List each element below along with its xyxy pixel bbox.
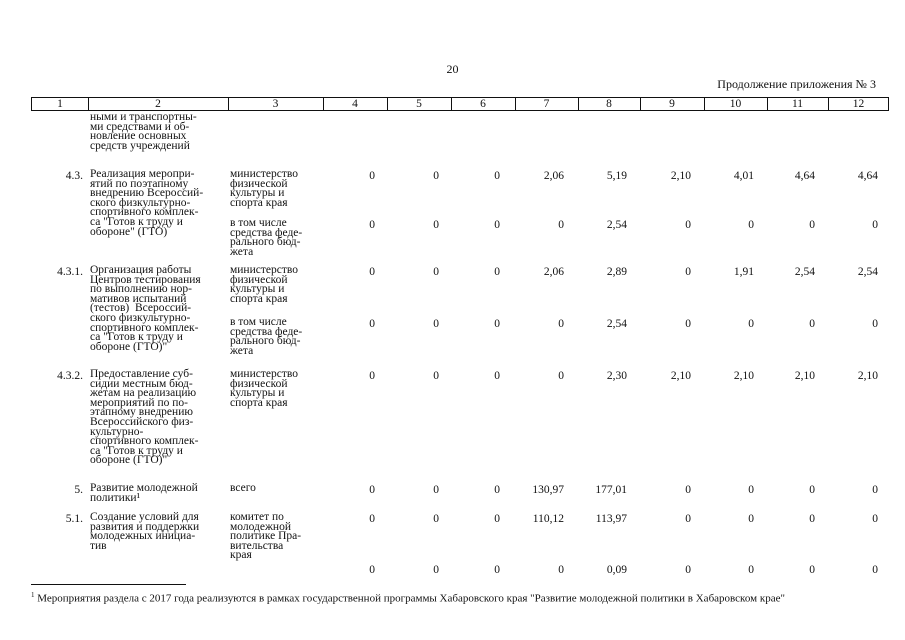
header-col-5: 5 bbox=[387, 98, 452, 110]
footnote bbox=[31, 591, 785, 605]
executor: всего bbox=[230, 482, 256, 494]
value-cell: 0 bbox=[685, 318, 691, 330]
value-cell: 113,97 bbox=[595, 513, 627, 525]
row-number: 5. bbox=[74, 484, 83, 496]
value-cell: 0 bbox=[433, 266, 439, 278]
value-cell: 2,10 bbox=[733, 370, 754, 382]
value-cell: 2,89 bbox=[606, 266, 627, 278]
value-cell: 0 bbox=[433, 219, 439, 231]
continuation-label: Продолжение приложения № 3 bbox=[717, 77, 876, 91]
footnote-text: Мероприятия раздела с 2017 года реализуются в рамках государственной программы Хабаровского края "Развитие молодежной политики в Хабаровском крае" bbox=[37, 592, 785, 605]
value-cell: 0 bbox=[369, 513, 375, 525]
value-cell: 0 bbox=[494, 513, 500, 525]
table-header bbox=[31, 97, 889, 111]
value-cell: 0 bbox=[433, 564, 439, 576]
value-cell: 0 bbox=[872, 484, 878, 496]
header-col-10: 10 bbox=[704, 98, 768, 110]
row-number: 4.3.1. bbox=[57, 266, 83, 278]
value-cell: 0 bbox=[685, 484, 691, 496]
value-cell: 0 bbox=[748, 513, 754, 525]
value-cell: 0 bbox=[369, 219, 375, 231]
value-cell: 0 bbox=[558, 318, 564, 330]
value-cell: 0 bbox=[558, 370, 564, 382]
header-col-1: 1 bbox=[32, 98, 89, 110]
value-cell: 4,64 bbox=[794, 170, 815, 182]
value-cell: 0 bbox=[369, 370, 375, 382]
value-cell: 0 bbox=[494, 370, 500, 382]
page-number: 20 bbox=[446, 62, 459, 76]
value-cell: 130,97 bbox=[532, 484, 564, 496]
row-title: Реализация меропри- ятий по поэтапному внедрению Всероссий- ского физкультурно- спортивного комплек- са "Готов к труду и обороне" (ГТО) bbox=[90, 168, 204, 238]
executor: министерство физической культуры и спорта края bbox=[230, 368, 298, 409]
value-cell: 0,09 bbox=[606, 564, 627, 576]
value-cell: 2,54 bbox=[606, 219, 627, 231]
value-cell: 0 bbox=[809, 219, 815, 231]
value-cell: 2,54 bbox=[857, 266, 878, 278]
value-cell: 0 bbox=[872, 513, 878, 525]
value-cell: 0 bbox=[433, 370, 439, 382]
value-cell: 0 bbox=[558, 564, 564, 576]
value-cell: 0 bbox=[872, 318, 878, 330]
value-cell: 0 bbox=[494, 484, 500, 496]
value-cell: 0 bbox=[685, 513, 691, 525]
value-cell: 4,64 bbox=[857, 170, 878, 182]
row-number: 5.1. bbox=[65, 513, 83, 525]
value-cell: 0 bbox=[685, 564, 691, 576]
value-cell: 2,30 bbox=[606, 370, 627, 382]
value-cell: 110,12 bbox=[532, 513, 564, 525]
value-cell: 0 bbox=[369, 484, 375, 496]
value-cell: 0 bbox=[809, 564, 815, 576]
value-cell: 0 bbox=[369, 318, 375, 330]
value-cell: 0 bbox=[433, 170, 439, 182]
value-cell: 0 bbox=[748, 318, 754, 330]
value-cell: 0 bbox=[433, 484, 439, 496]
value-cell: 0 bbox=[748, 484, 754, 496]
header-col-11: 11 bbox=[767, 98, 829, 110]
header-col-6: 6 bbox=[451, 98, 516, 110]
value-cell: 1,91 bbox=[733, 266, 754, 278]
executor: в том числе средства феде- рального бюд- жета bbox=[230, 316, 303, 357]
value-cell: 0 bbox=[494, 219, 500, 231]
header-col-2: 2 bbox=[88, 98, 229, 110]
header-col-4: 4 bbox=[323, 98, 388, 110]
value-cell: 0 bbox=[809, 484, 815, 496]
value-cell: 2,06 bbox=[543, 266, 564, 278]
value-cell: 0 bbox=[685, 266, 691, 278]
executor: в том числе средства феде- рального бюд- жета bbox=[230, 217, 303, 258]
value-cell: 2,06 bbox=[543, 170, 564, 182]
row-title: ными и транспортны- ми средствами и об- новление основных средств учреждений bbox=[90, 111, 197, 152]
value-cell: 0 bbox=[494, 564, 500, 576]
header-col-12: 12 bbox=[852, 98, 865, 110]
value-cell: 0 bbox=[433, 318, 439, 330]
value-cell: 2,10 bbox=[794, 370, 815, 382]
row-title: Организация работы Центров тестирования по выполнению нор- мативов испытаний (тестов) Всероссий- ского физкультурно- спортивного комплек- са "Готов к труду и обороне (ГТО)" bbox=[90, 264, 201, 353]
value-cell: 177,01 bbox=[595, 484, 627, 496]
row-number: 4.3. bbox=[65, 170, 83, 182]
value-cell: 4,01 bbox=[733, 170, 754, 182]
value-cell: 0 bbox=[685, 219, 691, 231]
value-cell: 0 bbox=[494, 170, 500, 182]
value-cell: 0 bbox=[369, 170, 375, 182]
executor: комитет по молодежной политике Пра- вительства края bbox=[230, 511, 302, 562]
header-col-9: 9 bbox=[640, 98, 705, 110]
value-cell: 0 bbox=[872, 219, 878, 231]
value-cell: 0 bbox=[494, 318, 500, 330]
row-number: 4.3.2. bbox=[57, 370, 83, 382]
value-cell: 2,10 bbox=[670, 170, 691, 182]
value-cell: 5,19 bbox=[606, 170, 627, 182]
row-title: Создание условий для развития и поддержки молодежных инициа- тив bbox=[90, 511, 200, 552]
value-cell: 0 bbox=[369, 266, 375, 278]
header-col-3: 3 bbox=[228, 98, 324, 110]
header-col-7: 7 bbox=[515, 98, 579, 110]
value-cell: 0 bbox=[558, 219, 564, 231]
value-cell: 2,54 bbox=[606, 318, 627, 330]
footnote-divider bbox=[31, 584, 186, 585]
executor: министерство физической культуры и спорта края bbox=[230, 168, 298, 209]
value-cell: 0 bbox=[872, 564, 878, 576]
row-title: Развитие молодежной политики¹ bbox=[90, 482, 198, 504]
value-cell: 2,10 bbox=[670, 370, 691, 382]
value-cell: 0 bbox=[809, 318, 815, 330]
value-cell: 0 bbox=[494, 266, 500, 278]
value-cell: 0 bbox=[748, 219, 754, 231]
header-col-8: 8 bbox=[578, 98, 641, 110]
value-cell: 0 bbox=[369, 564, 375, 576]
value-cell: 2,10 bbox=[857, 370, 878, 382]
value-cell: 0 bbox=[809, 513, 815, 525]
footnote-mark: 1 bbox=[31, 591, 35, 599]
value-cell: 0 bbox=[748, 564, 754, 576]
executor: министерство физической культуры и спорта края bbox=[230, 264, 298, 305]
value-cell: 0 bbox=[433, 513, 439, 525]
row-title: Предоставление суб- сидии местным бюд- жетам на реализацию мероприятий по по- этапному внедрению Всероссийского физ- культурно- спортивного комплек- са "Готов к труду и обороне (ГТО)" bbox=[90, 368, 199, 467]
value-cell: 2,54 bbox=[794, 266, 815, 278]
